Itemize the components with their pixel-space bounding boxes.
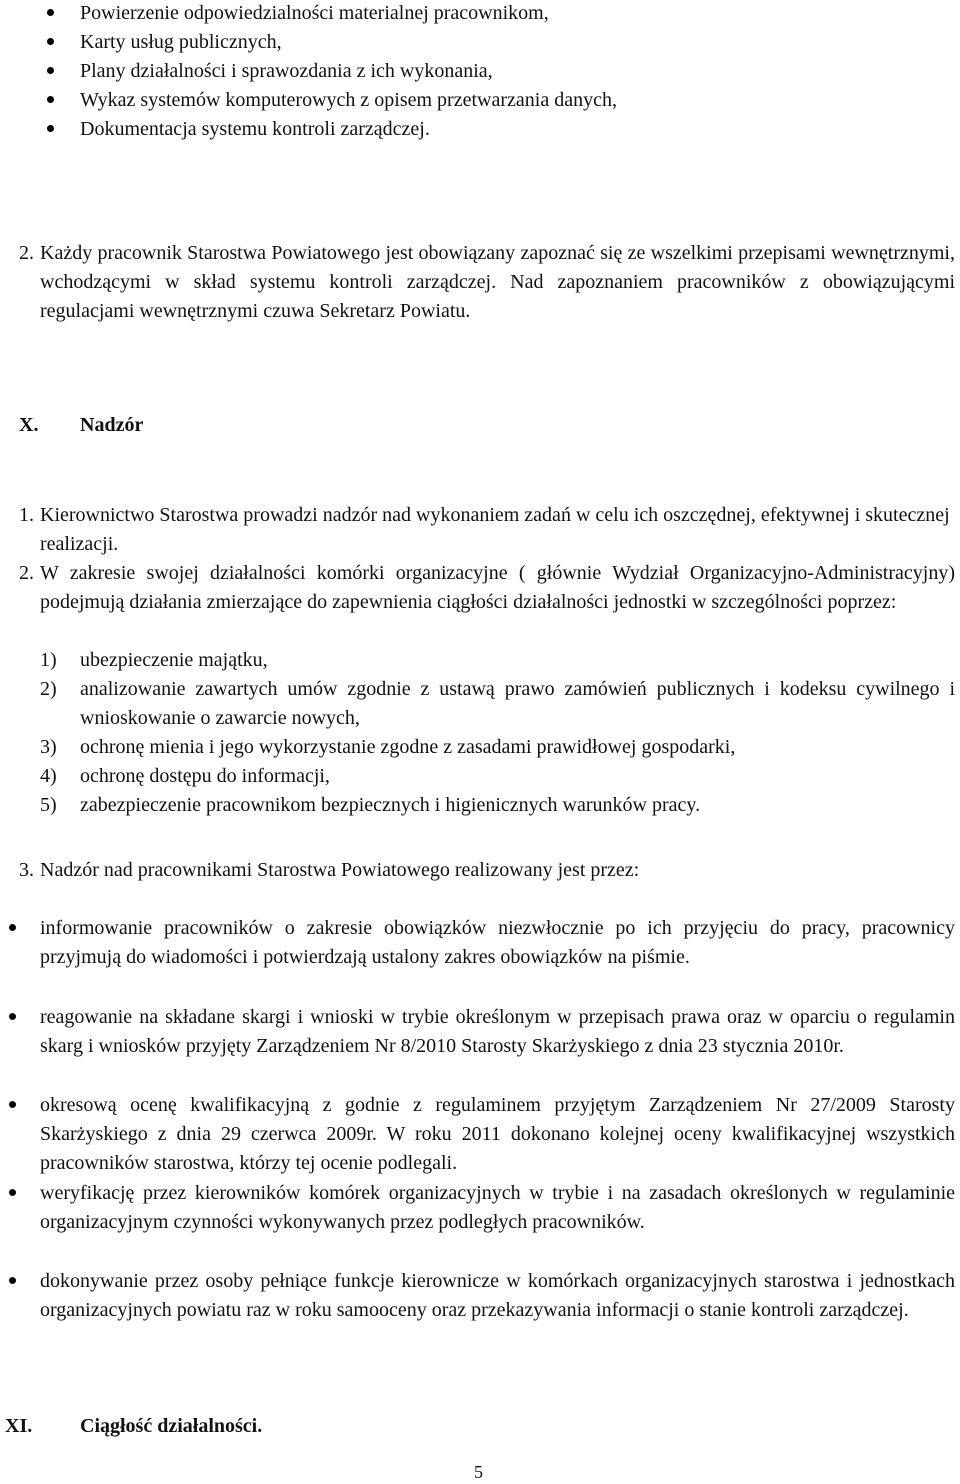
paragraph-number: 2. xyxy=(19,562,34,584)
bullet-icon xyxy=(47,67,54,74)
bullet-icon xyxy=(47,96,54,103)
paragraph-number: 3. xyxy=(19,859,34,881)
paragraph-text: Każdy pracownik Starostwa Powiatowego jest obowiązany zapoznać się ze wszelkimi przepisami wewnętrznymi, wchodzącymi w skład systemu kontroli zarządczej. Nad zapoznaniem pracowników z obowiązującymi regulacjami wewnętrznymi czuwa Sekretarz Powiatu. xyxy=(40,242,955,322)
paragraph-text: W zakresie swojej działalności komórki organizacyjne ( głównie Wydział Organizacyjno-Administracyjny) podejmują działania zmierzające do zapewnienia ciągłości działalności jednostki w szczególności poprzez: xyxy=(40,562,955,613)
page-number: 5 xyxy=(474,1462,483,1482)
top-list-item: Karty usług publicznych, xyxy=(80,31,282,53)
section-title: Nadzór xyxy=(80,414,144,436)
top-list-item: Dokumentacja systemu kontroli zarządczej. xyxy=(80,118,430,140)
paragraph-number: 1. xyxy=(19,504,34,526)
list-item: ochronę mienia i jego wykorzystanie zgodne z zasadami prawidłowej gospodarki, xyxy=(80,736,736,758)
bullet-icon xyxy=(47,125,54,132)
list-number: 1) xyxy=(40,649,57,671)
list-item: ochronę dostępu do informacji, xyxy=(80,765,330,787)
list-number: 5) xyxy=(40,794,57,816)
list-item: zabezpieczenie pracownikom bezpiecznych i higienicznych warunków pracy. xyxy=(80,794,701,816)
list-item: analizowanie zawartych umów zgodnie z ustawą prawo zamówień publicznych i kodeksu cywilnego i wnioskowanie o zawarcie nowych, xyxy=(80,678,955,729)
bullet-item: informowanie pracowników o zakresie obowiązków niezwłocznie po ich przyjęciu do pracy, pracownicy przyjmują do wiadomości i potwierdzają ustalony zakres obowiązków na piśmie. xyxy=(40,917,955,968)
bullet-icon xyxy=(47,9,54,16)
section-number: X. xyxy=(19,414,39,436)
bullet-icon xyxy=(9,1013,16,1020)
list-item: ubezpieczenie majątku, xyxy=(80,649,268,671)
bullet-icon xyxy=(9,1277,16,1284)
section-number: XI. xyxy=(5,1415,33,1437)
list-number: 2) xyxy=(40,678,57,700)
bullet-icon xyxy=(9,1189,16,1196)
top-list-item: Powierzenie odpowiedzialności materialnej pracownikom, xyxy=(80,2,549,24)
top-list-item: Plany działalności i sprawozdania z ich wykonania, xyxy=(80,60,493,82)
bullet-item: weryfikację przez kierowników komórek organizacyjnych w trybie i na zasadach określonych w regulaminie organizacyjnym czynności wykonywanych przez podległych pracowników. xyxy=(40,1182,955,1233)
list-number: 4) xyxy=(40,765,57,787)
bullet-item: dokonywanie przez osoby pełniące funkcje kierownicze w komórkach organizacyjnych starostwa i jednostkach organizacyjnych powiatu raz w roku samooceny oraz przekazywania informacji o stanie kontroli zarządczej. xyxy=(40,1270,955,1321)
bullet-item: okresową ocenę kwalifikacyjną z godnie z regulaminem przyjętym Zarządzeniem Nr 27/2009 Starosty Skarżyskiego z dnia 29 czerwca 2009r. W roku 2011 dokonano kolejnej oceny kwalifikacyjnej wszystkich pracowników starostwa, którzy tej ocenie podlegali. xyxy=(40,1094,955,1174)
list-number: 3) xyxy=(40,736,57,758)
top-list-item: Wykaz systemów komputerowych z opisem przetwarzania danych, xyxy=(80,89,617,111)
bullet-icon xyxy=(47,38,54,45)
section-title: Ciągłość działalności. xyxy=(80,1415,263,1437)
bullet-icon xyxy=(9,1101,16,1108)
bullet-icon xyxy=(9,924,16,931)
paragraph-text: Kierownictwo Starostwa prowadzi nadzór nad wykonaniem zadań w celu ich oszczędnej, efektywnej i skutecznej realizacji. xyxy=(40,504,950,555)
paragraph-text: Nadzór nad pracownikami Starostwa Powiatowego realizowany jest przez: xyxy=(40,859,640,881)
bullet-item: reagowanie na składane skargi i wnioski w trybie określonym w przepisach prawa oraz w oparciu o regulamin skarg i wniosków przyjęty Zarządzeniem Nr 8/2010 Starosty Skarżyskiego z dnia 23 stycznia 2010r. xyxy=(40,1006,955,1057)
paragraph-number: 2. xyxy=(19,242,34,264)
